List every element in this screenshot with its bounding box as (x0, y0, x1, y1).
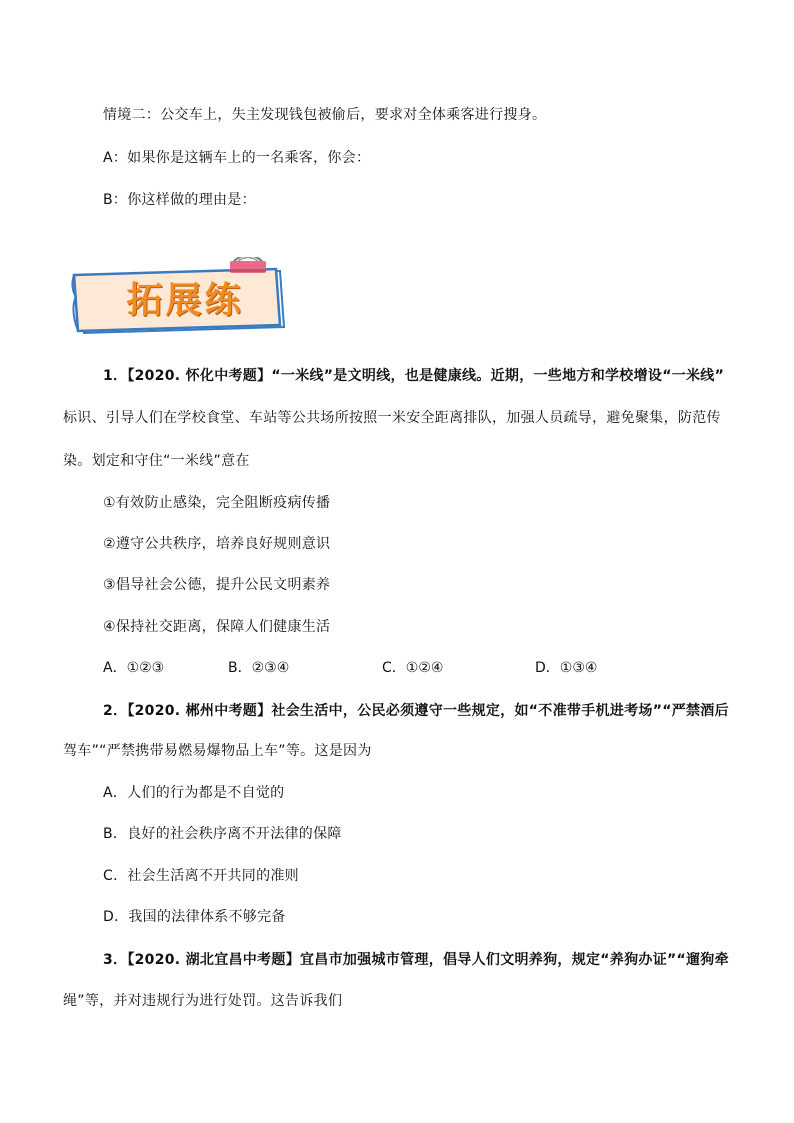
q1-option-a: A．①②③ (103, 660, 165, 676)
q1-statement-4: ④保持社交距离，保障人们健康生活 (103, 619, 331, 635)
q1-option-d: D．①③④ (535, 660, 598, 676)
q2-line-1: 2．【2020. 郴州中考题】社会生活中，公民必须遵守一些规定，如“不准带手机进考场”“严禁酒后 (103, 703, 729, 719)
q2-line-2: 驾车”“严禁携带易燃易爆物品上车”等。这是因为 (63, 743, 372, 759)
clip-icon (230, 257, 266, 273)
q2-option-a: A．人们的行为都是不自觉的 (103, 785, 285, 801)
section-banner (70, 257, 292, 341)
q1-statement-1: ①有效防止感染，完全阻断疫病传播 (103, 495, 331, 511)
q1-option-b: B．②③④ (228, 660, 290, 676)
q1-line-1: 1．【2020. 怀化中考题】“一米线”是文明线，也是健康线。近期，一些地方和学校增设“一米线” (103, 368, 725, 384)
q3-line-2: 绳”等，并对违规行为进行处罚。这告诉我们 (63, 993, 343, 1009)
q1-statement-3: ③倡导社会公德，提升公民文明素养 (103, 577, 331, 593)
scenario-question-a: A：如果你是这辆车上的一名乘客，你会： (103, 150, 371, 166)
q1-line-3: 染。划定和守住“一米线”意在 (63, 453, 250, 469)
q1-option-c: C．①②④ (382, 660, 444, 676)
q2-option-c: C．社会生活离不开共同的准则 (103, 868, 299, 884)
scenario-title: 情境二：公交车上，失主发现钱包被偷后，要求对全体乘客进行搜身。 (103, 107, 547, 123)
q2-option-b: B．良好的社会秩序离不开法律的保障 (103, 826, 342, 842)
banner-title: 拓展练 (126, 280, 244, 321)
scenario-question-b: B：你这样做的理由是： (103, 192, 256, 208)
q2-option-d: D．我国的法律体系不够完备 (103, 909, 286, 925)
q1-line-2: 标识、引导人们在学校食堂、车站等公共场所按照一米安全距离排队，加强人员疏导，避免聚集，防范传 (63, 410, 721, 426)
q1-statement-2: ②遵守公共秩序，培养良好规则意识 (103, 536, 331, 552)
q3-line-1: 3．【2020. 湖北宜昌中考题】宜昌市加强城市管理，倡导人们文明养狗，规定“养狗办证”“遛狗牵 (103, 952, 729, 968)
